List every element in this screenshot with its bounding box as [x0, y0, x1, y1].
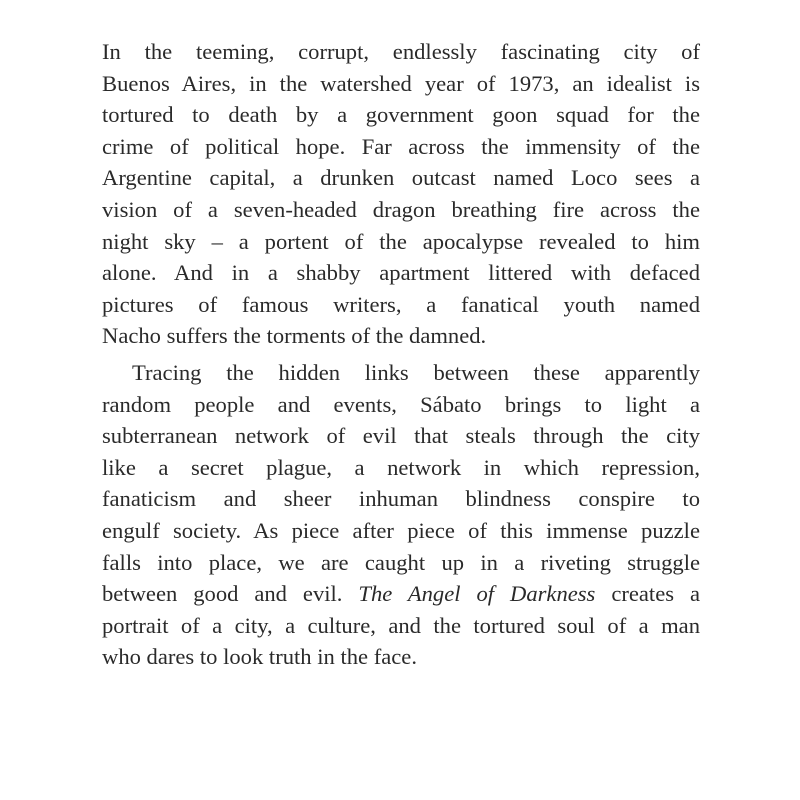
text-line: Buenos Aires, in the watershed year of 1973, an idealist is	[102, 70, 700, 96]
text-line: engulf society. As piece after piece of this immense puzzle	[102, 517, 700, 543]
text-line: fanaticism and sheer inhuman blindness conspire to	[102, 486, 700, 512]
text-line: crime of political hope. Far across the immensity of the	[102, 133, 700, 159]
text-segment: creates a	[611, 581, 700, 607]
text-line: Argentine capital, a drunken outcast named Loco sees a	[102, 165, 700, 191]
paragraph-2	[102, 357, 700, 673]
text-line: pictures of famous writers, a fanatical youth named	[102, 291, 700, 317]
text-line: Nacho suffers the torments of the damned.	[102, 323, 487, 349]
text-line-with-title	[102, 578, 700, 610]
text-line: falls into place, we are caught up in a riveting struggle	[102, 549, 700, 575]
text-line: random people and events, Sábato brings to light a	[102, 391, 700, 417]
text-line: In the teeming, corrupt, endlessly fascinating city of	[102, 39, 700, 64]
blurb-text	[102, 36, 700, 673]
book-title: The Angel of Darkness	[358, 581, 596, 607]
paragraph-1	[102, 36, 700, 352]
text-line: vision of a seven-headed dragon breathing fire across the	[102, 196, 700, 222]
text-line: who dares to look truth in the face.	[102, 644, 417, 670]
text-line: like a secret plague, a network in which repression,	[102, 454, 700, 480]
text-line: portrait of a city, a culture, and the tortured soul of a man	[102, 612, 700, 638]
text-line: alone. And in a shabby apartment littered with defaced	[102, 260, 700, 286]
text-line: subterranean network of evil that steals through the city	[102, 423, 700, 449]
text-line: night sky – a portent of the apocalypse revealed to him	[102, 228, 700, 254]
text-line: Tracing the hidden links between these apparently	[132, 359, 700, 385]
text-segment: between good and evil.	[102, 581, 343, 607]
text-line: tortured to death by a government goon squad for the	[102, 102, 700, 128]
